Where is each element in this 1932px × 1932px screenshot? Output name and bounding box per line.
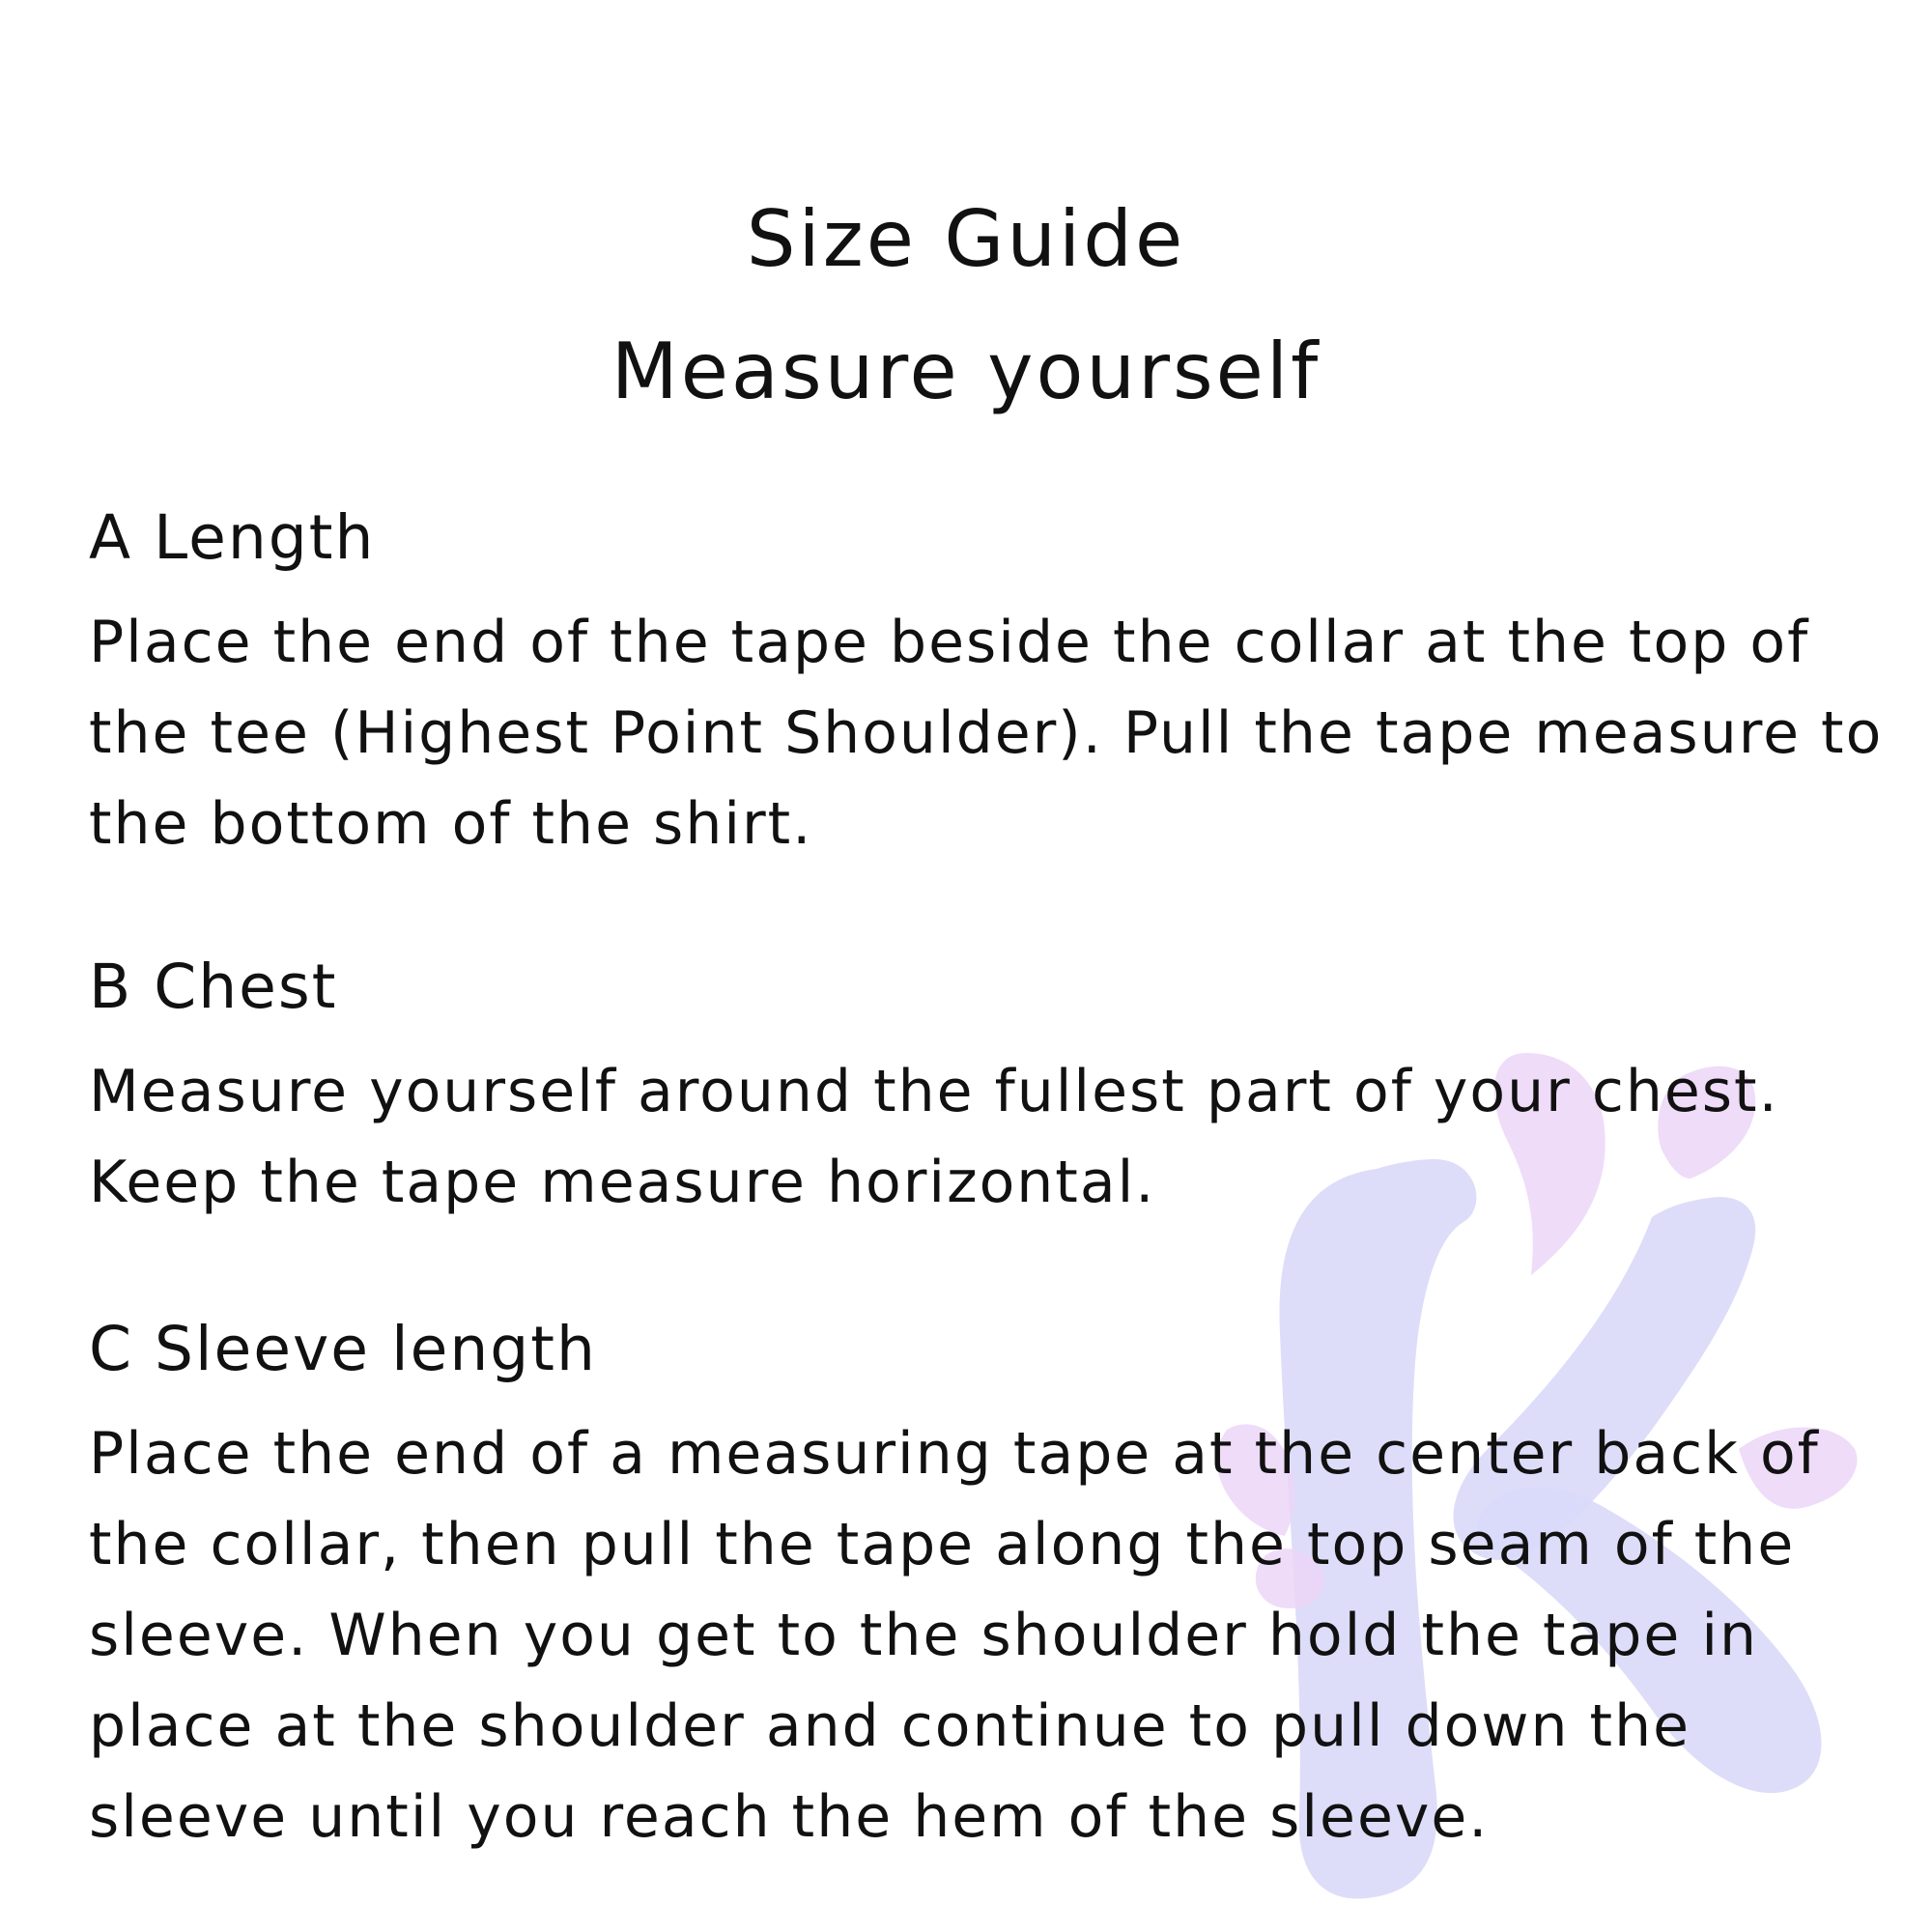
section-body-chest: Measure yourself around the fullest part of your chest. Keep the tape measure horizontal. xyxy=(89,1058,1779,1216)
page-title: Size Guide xyxy=(746,194,1186,284)
section-sleeve-length xyxy=(89,1314,1886,1862)
section-heading-sleeve-length: C Sleeve length xyxy=(89,1314,597,1384)
section-body-length: Place the end of the tape beside the collar at the top of the tee (Highest Point Shoulder). Pull the tape measure to the bottom of the shirt. xyxy=(89,609,1884,858)
section-heading-chest: B Chest xyxy=(89,952,338,1022)
section-heading-length: A Length xyxy=(89,502,376,573)
section-body-sleeve-length: Place the end of a measuring tape at the center back of the collar, then pull the tape along the top seam of the sleeve. When you get to the shoulder hold the tape in place at the shoulder and continue to pull down the sleeve until you reach the hem of the sleeve. xyxy=(89,1420,1820,1851)
section-length xyxy=(89,502,1886,869)
section-chest xyxy=(89,952,1886,1228)
page-subtitle: Measure yourself xyxy=(611,327,1321,416)
